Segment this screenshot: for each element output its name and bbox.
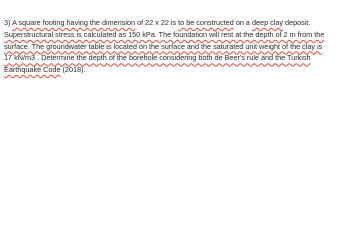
question-line-4	[4, 52, 348, 64]
question-text	[4, 17, 348, 76]
text-segment: of 22 x 22 is	[135, 18, 179, 27]
spellcheck-marked-text: Earthquake Code	[4, 65, 61, 75]
spellcheck-marked-text: 17 kN/m3 . Determine the depth of the borehole considering both de Beer's rule and the Turkish	[4, 53, 311, 63]
question-line-2	[4, 29, 348, 41]
question-line-1	[4, 17, 348, 29]
question-line-5	[4, 64, 348, 76]
spellcheck-marked-text: Superstructural stress is calculated as 150 kPa. The foundation will rest at the depth of 2 m from the	[4, 29, 325, 39]
spellcheck-marked-text: A square footing having the dimension	[12, 18, 136, 27]
question-line-3	[4, 41, 348, 53]
spellcheck-marked-text: surface. The groundwater table is located on the surface and the saturated unit weight of the clay is	[4, 41, 323, 51]
text-segment: on a	[233, 18, 252, 27]
text-segment: deposit.	[283, 18, 311, 27]
spellcheck-marked-text: to be constructed	[178, 18, 234, 27]
text-segment: (2018).	[60, 65, 86, 75]
spellcheck-marked-text: deep clay	[251, 18, 284, 27]
text-segment: 3)	[4, 18, 13, 27]
